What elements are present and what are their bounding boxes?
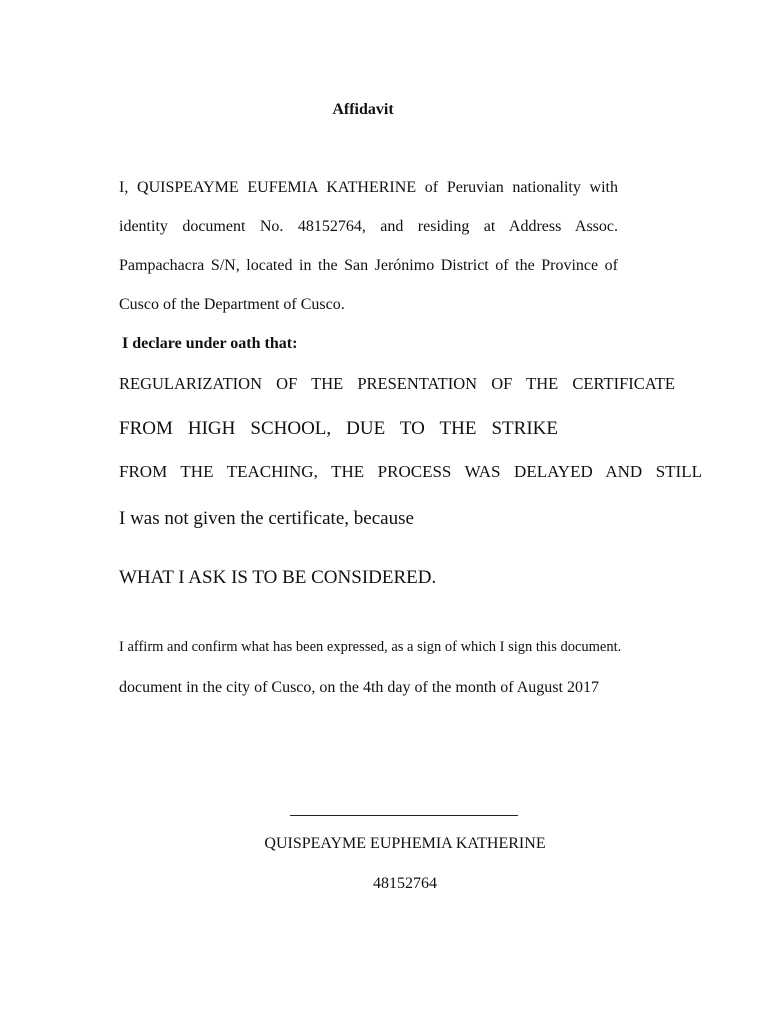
affirmation-text: I affirm and confirm what has been expressed, as a sign of which I sign this document. — [119, 639, 622, 655]
signature-line — [290, 815, 518, 816]
statement-line: REGULARIZATION OF THE PRESENTATION OF THE CERTIFICATE — [119, 374, 675, 393]
statement-line: WHAT I ASK IS TO BE CONSIDERED. — [119, 567, 437, 588]
paragraph-line: identity document No. 48152764, and residing at Address Assoc. — [119, 218, 618, 235]
paragraph-line: Pampachacra S/N, located in the San Jerónimo District of the Province of — [119, 257, 618, 274]
declaration-heading: I declare under oath that: — [122, 335, 298, 352]
statement-line: FROM HIGH SCHOOL, DUE TO THE STRIKE — [119, 418, 558, 439]
statement-line: FROM THE TEACHING, THE PROCESS WAS DELAYED AND STILL — [119, 462, 702, 481]
place-date-text: document in the city of Cusco, on the 4th day of the month of August 2017 — [119, 679, 599, 696]
document-title: Affidavit — [332, 101, 394, 118]
signatory-id-number: 48152764 — [373, 875, 437, 892]
paragraph-line: Cusco of the Department of Cusco. — [119, 296, 345, 313]
signatory-name: QUISPEAYME EUPHEMIA KATHERINE — [264, 835, 546, 852]
statement-line: I was not given the certificate, because — [119, 508, 414, 529]
paragraph-line: I, QUISPEAYME EUFEMIA KATHERINE of Peruvian nationality with — [119, 179, 618, 196]
